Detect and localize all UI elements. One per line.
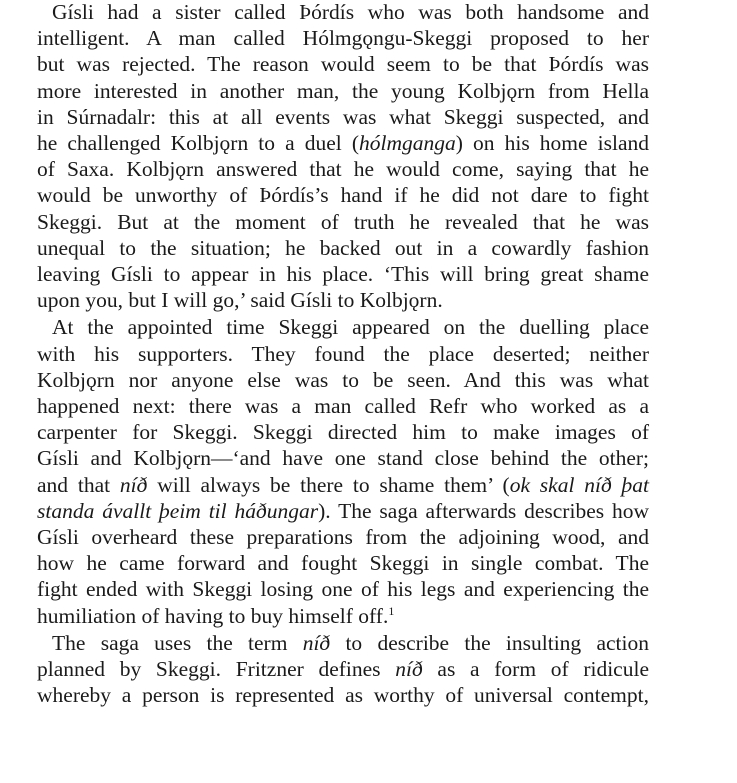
text-run: in Súrnadalr: this at all events was what Skeggi suspected, and (37, 104, 649, 129)
footnote-marker: 1 (388, 603, 395, 618)
text-run: carpenter for Skeggi. Skeggi directed him to make images of (37, 420, 649, 445)
text-run: Gísli and Kolbjǫrn—‘and have one stand close behind the other; (37, 446, 649, 471)
text-run: upon you, but I will go,’ said Gísli to Kolbjǫrn. (37, 288, 443, 313)
text-line (22, 261, 649, 287)
text-line (22, 656, 649, 682)
text-line (22, 235, 649, 261)
italic-text: standa ávallt þeim til háðungar (37, 498, 319, 523)
paragraph (22, 314, 649, 628)
text-line (22, 78, 649, 104)
text-line (22, 682, 649, 708)
text-run: how he came forward and fought Skeggi in single combat. The (37, 551, 649, 576)
text-line (22, 51, 649, 77)
text-run: intelligent. A man called Hólmgǫngu-Skeggi proposed to her (37, 26, 649, 51)
text-run: Gísli overheard these preparations from the adjoining wood, and (37, 525, 649, 550)
text-line (22, 0, 649, 25)
text-run: more interested in another man, the young Kolbjǫrn from Hella (37, 78, 649, 103)
text-run: The saga uses the term (52, 630, 303, 655)
text-line (22, 156, 649, 182)
text-line (22, 419, 649, 445)
text-line (22, 603, 649, 629)
text-run: with his supporters. They found the place deserted; neither (37, 341, 649, 366)
text-run: Gísli had a sister called Þórdís who was both handsome and (52, 0, 649, 24)
text-line (22, 576, 649, 602)
text-run: humiliation of having to buy himself off. (37, 603, 389, 628)
italic-text: níð (119, 472, 148, 497)
paragraph (22, 0, 649, 313)
text-run: planned by Skeggi. Fritzner defines (37, 657, 396, 682)
italic-text: hólmganga (359, 131, 456, 156)
text-run: Skeggi. But at the moment of truth he revealed that he was (37, 209, 649, 234)
text-run: fight ended with Skeggi losing one of his legs and experiencing the (37, 577, 649, 602)
text-line (22, 445, 649, 471)
text-line (22, 287, 649, 313)
text-run: he challenged Kolbjǫrn to a duel ( (37, 131, 360, 156)
text-run: At the appointed time Skeggi appeared on the duelling place (52, 315, 649, 340)
text-run: of Saxa. Kolbjǫrn answered that he would come, saying that he (37, 157, 649, 182)
text-run: but was rejected. The reason would seem to be that Þórdís was (37, 52, 649, 77)
text-line (22, 182, 649, 208)
paragraph (22, 630, 649, 709)
text-line (22, 341, 649, 367)
text-run: leaving Gísli to appear in his place. ‘This will bring great shame (37, 262, 649, 287)
text-run: to describe the insulting action (330, 630, 649, 655)
text-line (22, 472, 649, 498)
text-line (22, 209, 649, 235)
text-line (22, 393, 649, 419)
italic-text: ok skal níð þat (509, 472, 649, 497)
text-line (22, 314, 649, 340)
text-line (22, 524, 649, 550)
text-line (22, 130, 649, 156)
text-run: and that (37, 472, 120, 497)
italic-text: níð (395, 657, 423, 682)
text-run: will always be there to shame them’ ( (147, 472, 510, 497)
text-run: whereby a person is represented as worthy of universal contempt, (37, 683, 649, 708)
text-run: happened next: there was a man called Refr who worked as a (37, 394, 649, 419)
text-run: would be unworthy of Þórdís’s hand if he did not dare to fight (37, 183, 649, 208)
text-run: Kolbjǫrn nor anyone else was to be seen. And this was what (37, 367, 649, 392)
text-run: as a form of ridicule (422, 657, 649, 682)
text-line (22, 104, 649, 130)
text-run: ) on his home island (455, 131, 649, 156)
text-line (22, 367, 649, 393)
italic-text: níð (302, 630, 331, 655)
text-run: unequal to the situation; he backed out in a cowardly fashion (37, 235, 649, 260)
text-line (22, 498, 649, 524)
text-line (22, 550, 649, 576)
text-line (22, 25, 649, 51)
text-line (22, 630, 649, 656)
text-run: ). The saga afterwards describes how (318, 498, 649, 523)
